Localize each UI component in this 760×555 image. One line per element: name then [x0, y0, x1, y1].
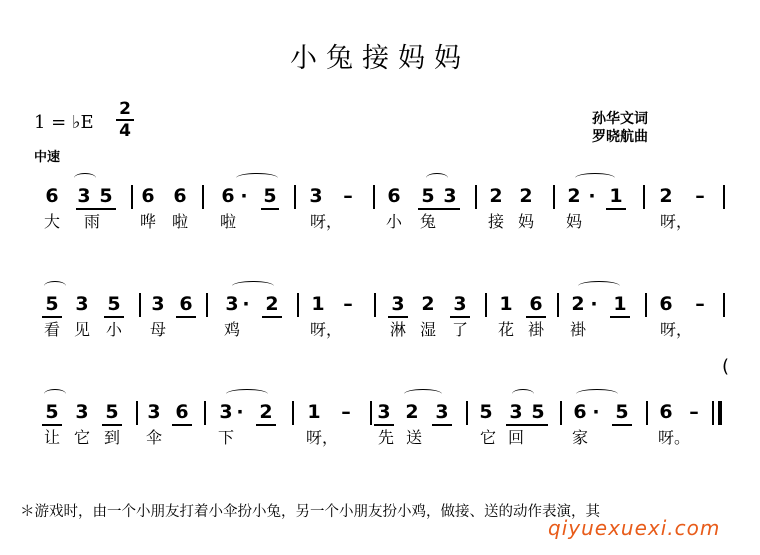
dash: – [343, 185, 353, 207]
lyric: 呀。 [658, 428, 691, 447]
beam [256, 424, 276, 426]
note: 3 [225, 293, 239, 315]
lyric: 雨 [83, 212, 100, 231]
dot: · [588, 185, 596, 207]
lyric: 呀， [306, 428, 339, 447]
score-row-3 [0, 401, 760, 481]
lyric: 湿 [419, 320, 436, 339]
lyric: 哗 [139, 212, 156, 231]
meter-top: 2 [119, 99, 131, 119]
beam [42, 424, 62, 426]
lyric: 大 [43, 212, 60, 231]
lyric: 妈 [517, 212, 534, 231]
beam [418, 208, 460, 210]
lyric: 伞 [145, 428, 162, 447]
song-title: 小兔接妈妈 [290, 43, 470, 74]
note: 2 [405, 401, 419, 423]
beam [42, 316, 62, 318]
beam [610, 316, 630, 318]
note: 3 [75, 293, 89, 315]
note: 2 [567, 185, 581, 207]
beam [450, 316, 470, 318]
note: 5 [107, 293, 121, 315]
note: 6 [45, 185, 59, 207]
note: 1 [609, 185, 623, 207]
lyric: 小 [105, 320, 122, 339]
beam [526, 316, 546, 318]
slur [44, 281, 66, 291]
dot: · [242, 293, 250, 315]
beam [261, 208, 279, 210]
beam [432, 424, 452, 426]
note: 2 [421, 293, 435, 315]
note: 2 [519, 185, 533, 207]
barline [646, 401, 648, 425]
lyric: 呀， [660, 212, 693, 231]
barline [723, 293, 725, 317]
note: 3 [435, 401, 449, 423]
barline [560, 401, 562, 425]
barline [292, 401, 294, 425]
note: 3 [151, 293, 165, 315]
barline [645, 293, 647, 317]
lyric: 啦 [171, 212, 188, 231]
lyric: 母 [149, 320, 166, 339]
note: 6 [659, 401, 673, 423]
note: 5 [615, 401, 629, 423]
tempo-marking: 中速 [34, 150, 61, 165]
slur [575, 173, 615, 183]
slur [578, 281, 620, 291]
barline [131, 185, 133, 209]
barline [139, 293, 141, 317]
barline [557, 293, 559, 317]
note: 6 [659, 293, 673, 315]
lyric: 呀， [310, 212, 343, 231]
dash: – [343, 293, 353, 315]
score-row-1 [0, 185, 760, 265]
barline [475, 185, 477, 209]
barline [206, 293, 208, 317]
score-row-2 [0, 293, 760, 373]
note: 1 [311, 293, 325, 315]
barline [374, 293, 376, 317]
lyric: 鸡 [223, 320, 240, 339]
note: 3 [77, 185, 91, 207]
note: 6 [141, 185, 155, 207]
barline [466, 401, 468, 425]
note: 2 [659, 185, 673, 207]
slur [44, 389, 66, 399]
note: 5 [263, 185, 277, 207]
lyric: 先 [377, 428, 394, 447]
lyric: 啦 [219, 212, 236, 231]
beam [176, 316, 196, 318]
note: 3 [443, 185, 457, 207]
dot: · [592, 401, 600, 423]
note: 5 [479, 401, 493, 423]
slur [404, 389, 442, 399]
note: 3 [147, 401, 161, 423]
note: 2 [265, 293, 279, 315]
barline [294, 185, 296, 209]
note: 5 [45, 401, 59, 423]
note: 1 [307, 401, 321, 423]
dash: – [689, 401, 699, 423]
barline [373, 185, 375, 209]
lyric: 褂 [569, 320, 586, 339]
dot: · [240, 185, 248, 207]
lyric: 淋 [389, 320, 406, 339]
barline [712, 401, 714, 425]
beam [102, 424, 122, 426]
bracket-mark: ( [722, 356, 730, 377]
lyric: 它 [73, 428, 90, 447]
note: 3 [453, 293, 467, 315]
lyric: 呀， [310, 320, 343, 339]
composer-credit: 罗晓航曲 [592, 129, 648, 145]
note: 5 [45, 293, 59, 315]
lyric: 送 [405, 428, 422, 447]
lyric: 它 [479, 428, 496, 447]
beam [388, 316, 408, 318]
barline [202, 185, 204, 209]
dot: · [590, 293, 598, 315]
dash: – [695, 185, 705, 207]
barline [370, 401, 372, 425]
barline [553, 185, 555, 209]
note: 6 [529, 293, 543, 315]
lyric: 花 [497, 320, 514, 339]
note: 6 [179, 293, 193, 315]
barline [297, 293, 299, 317]
dash: – [341, 401, 351, 423]
final-barline [718, 401, 722, 425]
lyric: 妈 [565, 212, 582, 231]
note: 5 [531, 401, 545, 423]
time-signature [116, 100, 134, 140]
slur [576, 389, 618, 399]
beam [104, 316, 124, 318]
lyric: 看 [43, 320, 60, 339]
lyric: 见 [73, 320, 90, 339]
note: 2 [489, 185, 503, 207]
note: 3 [391, 293, 405, 315]
note: 6 [175, 401, 189, 423]
lyric: 回 [507, 428, 524, 447]
lyric: 褂 [527, 320, 544, 339]
note: 6 [387, 185, 401, 207]
lyric: 家 [571, 428, 588, 447]
beam [262, 316, 282, 318]
dash: – [695, 293, 705, 315]
beam [606, 208, 626, 210]
barline [485, 293, 487, 317]
barline [723, 185, 725, 209]
lyric: 到 [103, 428, 120, 447]
barline [136, 401, 138, 425]
barline [204, 401, 206, 425]
slur [512, 389, 534, 399]
note: 3 [309, 185, 323, 207]
slur [426, 173, 448, 183]
note: 6 [221, 185, 235, 207]
lyric: 呀， [660, 320, 693, 339]
note: 2 [259, 401, 273, 423]
barline [643, 185, 645, 209]
note: 6 [173, 185, 187, 207]
key-signature: 1 = ♭E [34, 112, 94, 133]
note: 1 [613, 293, 627, 315]
note: 5 [421, 185, 435, 207]
lyric: 小 [385, 212, 402, 231]
beam [172, 424, 192, 426]
slur [236, 173, 278, 183]
lyricist-credit: 孙华文词 [592, 111, 648, 127]
note: 6 [573, 401, 587, 423]
lyric: 兔 [419, 212, 436, 231]
slur [74, 173, 96, 183]
beam [612, 424, 632, 426]
lyric: 接 [487, 212, 504, 231]
note: 5 [99, 185, 113, 207]
dot: · [236, 401, 244, 423]
note: 3 [509, 401, 523, 423]
beam [76, 208, 116, 210]
note: 3 [377, 401, 391, 423]
note: 3 [75, 401, 89, 423]
lyric: 下 [217, 428, 234, 447]
note: 1 [499, 293, 513, 315]
beam [506, 424, 548, 426]
meter-bottom: 4 [119, 121, 131, 141]
beam [374, 424, 394, 426]
note: 3 [219, 401, 233, 423]
slur [232, 281, 274, 291]
lyric: 让 [43, 428, 60, 447]
lyric: 了 [451, 320, 468, 339]
note: 5 [105, 401, 119, 423]
note: 2 [571, 293, 585, 315]
slur [226, 389, 268, 399]
performance-note: ＊游戏时，由一个小朋友打着小伞扮小兔，另一个小朋友扮小鸡，做接、送的动作表演，其 [20, 504, 600, 520]
site-watermark: qiyuexuexi.com [548, 516, 721, 540]
